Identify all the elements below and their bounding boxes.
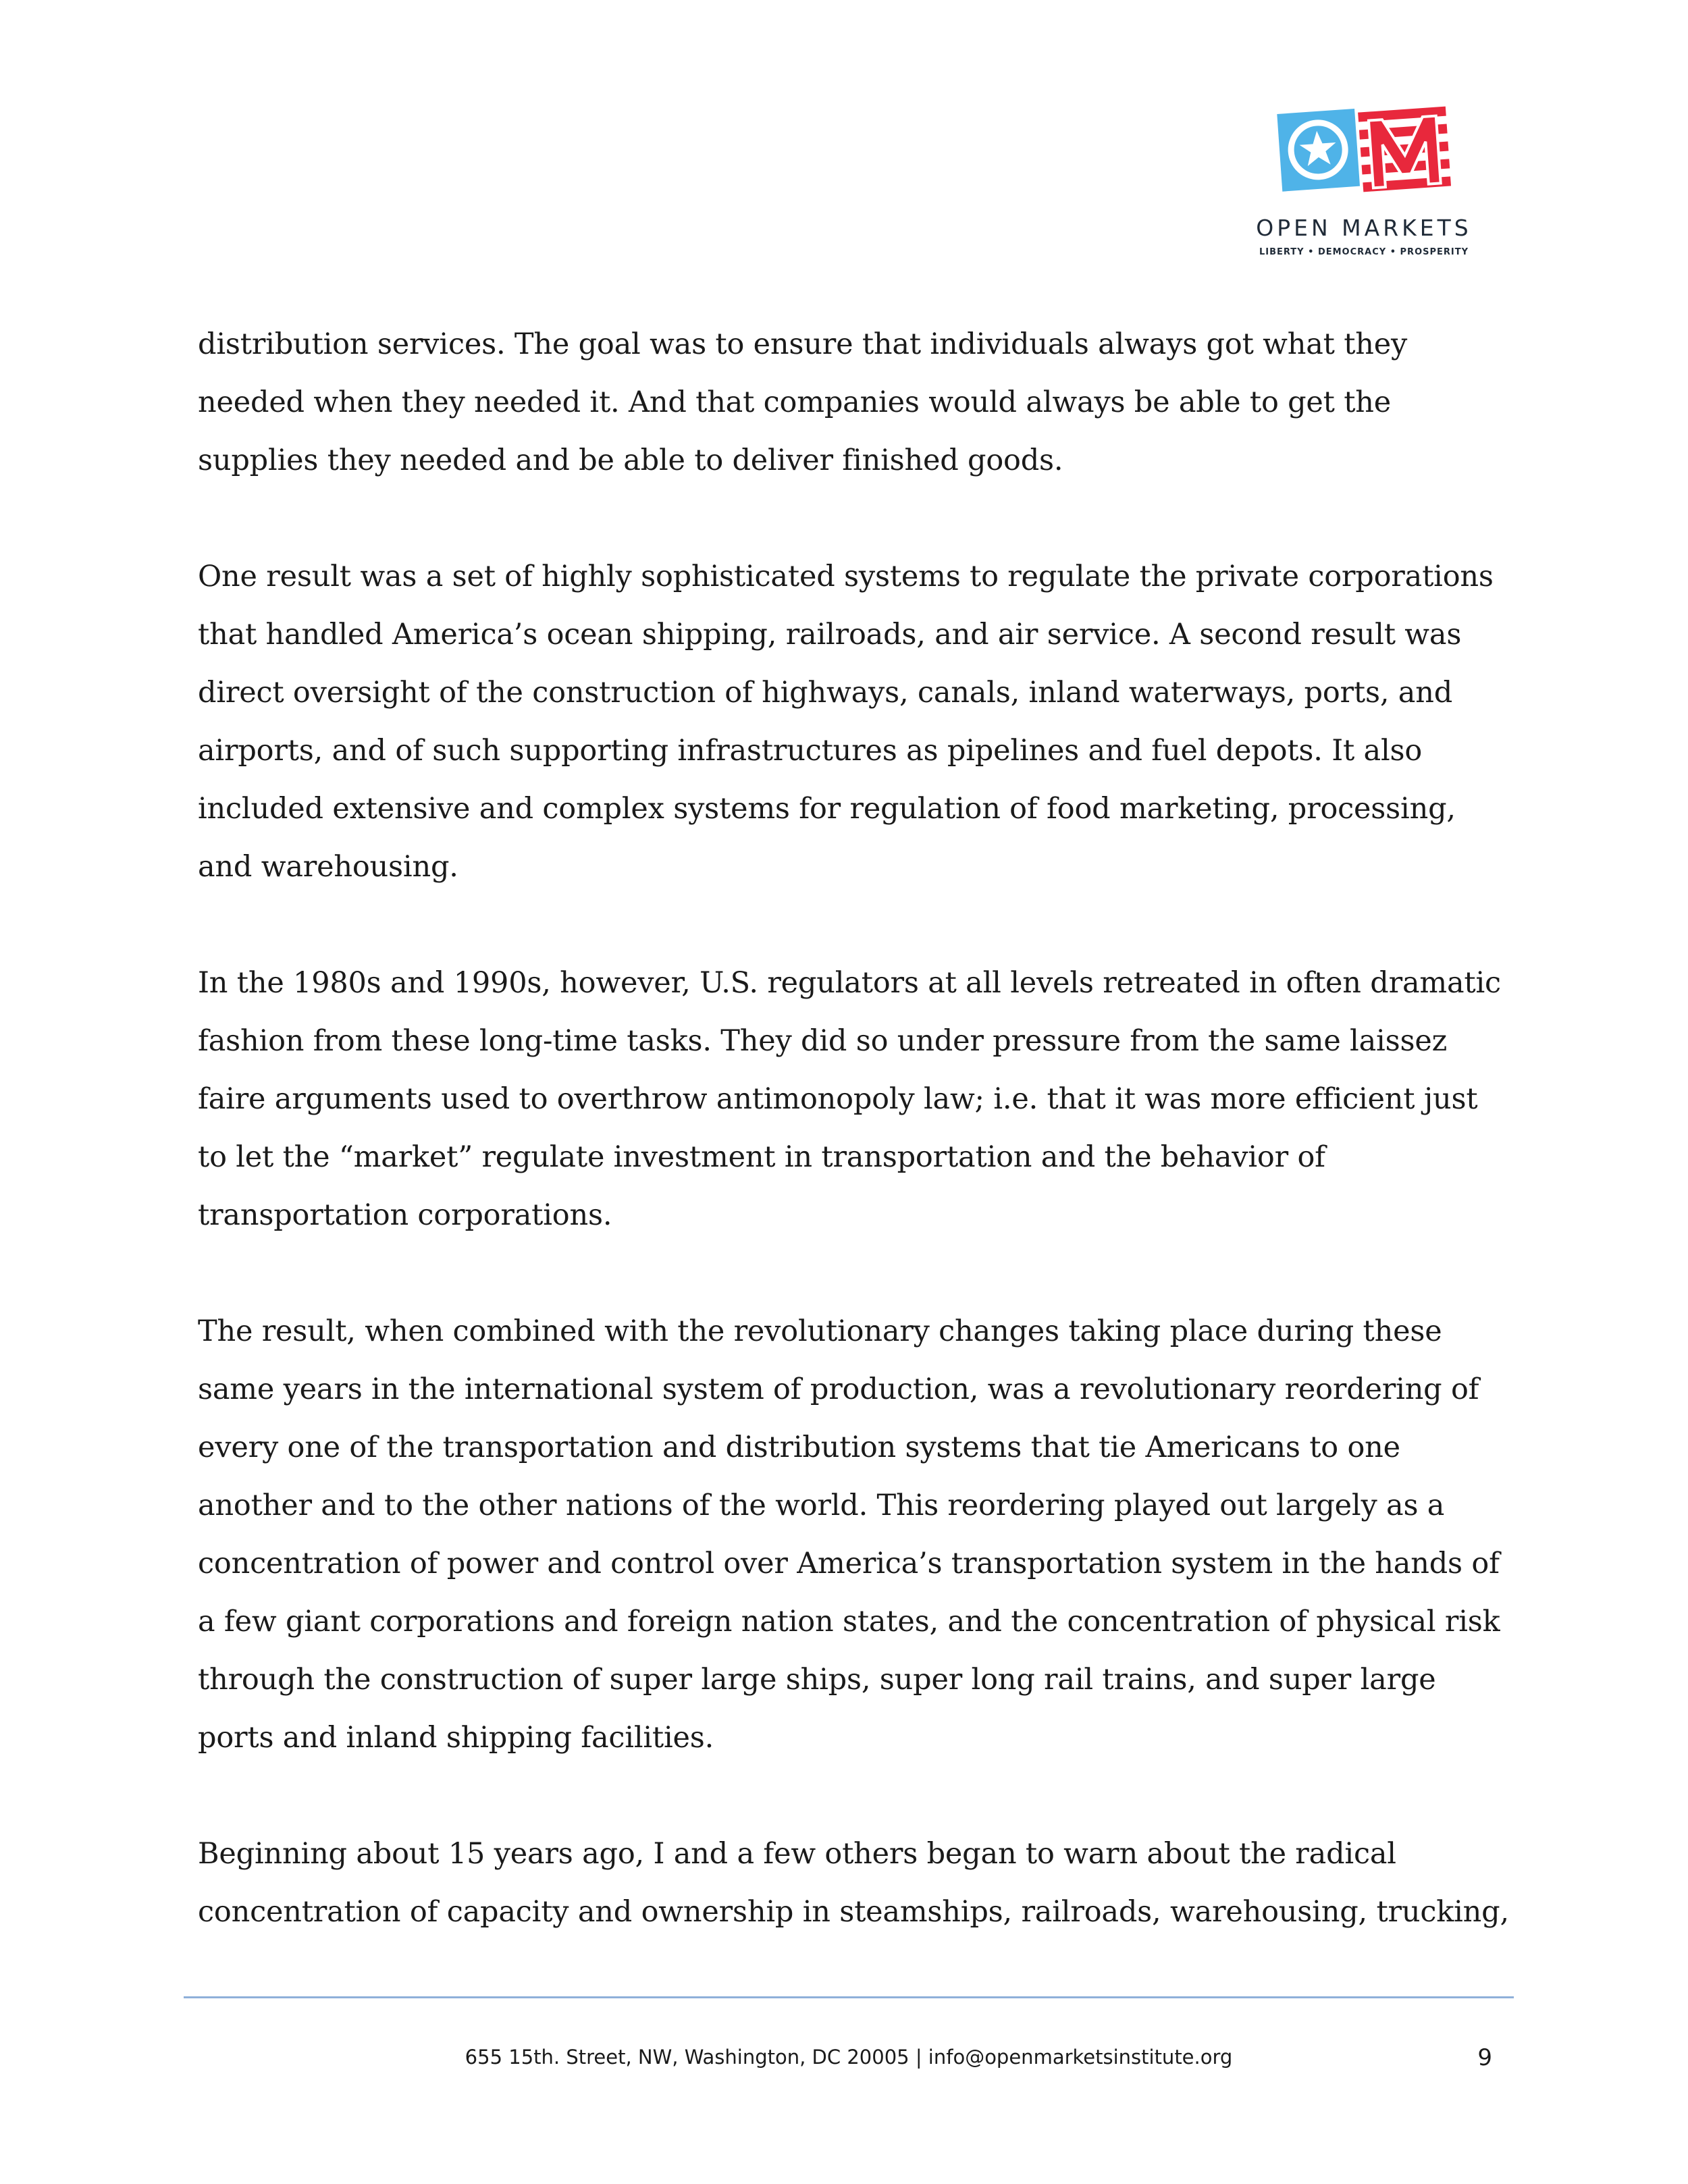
logo-tagline: LIBERTY • DEMOCRACY • PROSPERITY — [1259, 247, 1469, 257]
paragraph: In the 1980s and 1990s, however, U.S. regulators at all levels retreated in often dramatic fashion from these long-time tasks. They did so under pressure from the same laissez faire arguments used to overthrow antimonopoly law; i.e. that it was more efficient just to let the “market” regulate investment in transportation and the behavior of transportation corporations. — [198, 966, 1501, 1232]
paragraph: One result was a set of highly sophisticated systems to regulate the private corporations that handled America’s ocean shipping, railroads, and air service. A second result was direct oversight of the construction of highways, canals, inland waterways, ports, and airports, and of such supporting infrastructures as pipelines and fuel depots. It also included extensive and complex systems for regulation of food marketing, processing, and warehousing. — [198, 560, 1494, 884]
paragraph: Beginning about 15 years ago, I and a few others began to warn about the radical concentration of capacity and ownership in steamships, railroads, warehousing, trucking, — [198, 1837, 1509, 1929]
footer-divider — [184, 1996, 1514, 1998]
paragraph: distribution services. The goal was to ensure that individuals always got what they needed when they needed it. And that companies would always be able to get the supplies they needed and be able to deliver finished goods. — [198, 327, 1408, 477]
page-number: 9 — [1477, 2044, 1492, 2071]
logo-wordmark: OPEN MARKETS — [1256, 215, 1472, 241]
footer-address: 655 15th. Street, NW, Washington, DC 20005 | info@openmarketsinstitute.org — [465, 2046, 1233, 2069]
open-markets-logo — [1236, 101, 1492, 263]
open-markets-logo-mark — [1276, 101, 1452, 203]
paragraph: The result, when combined with the revolutionary changes taking place during these same years in the international system of production, was a revolutionary reordering of every one of the transportation and distribution systems that tie Americans to one another and to the other nations of the world. This reordering played out largely as a concentration of power and control over America’s transportation system in the hands of a few giant corporations and foreign nation states, and the concentration of physical risk through the construction of super large ships, super long rail trains, and super large ports and inland shipping facilities. — [198, 1314, 1500, 1755]
document-body — [198, 315, 1514, 1999]
